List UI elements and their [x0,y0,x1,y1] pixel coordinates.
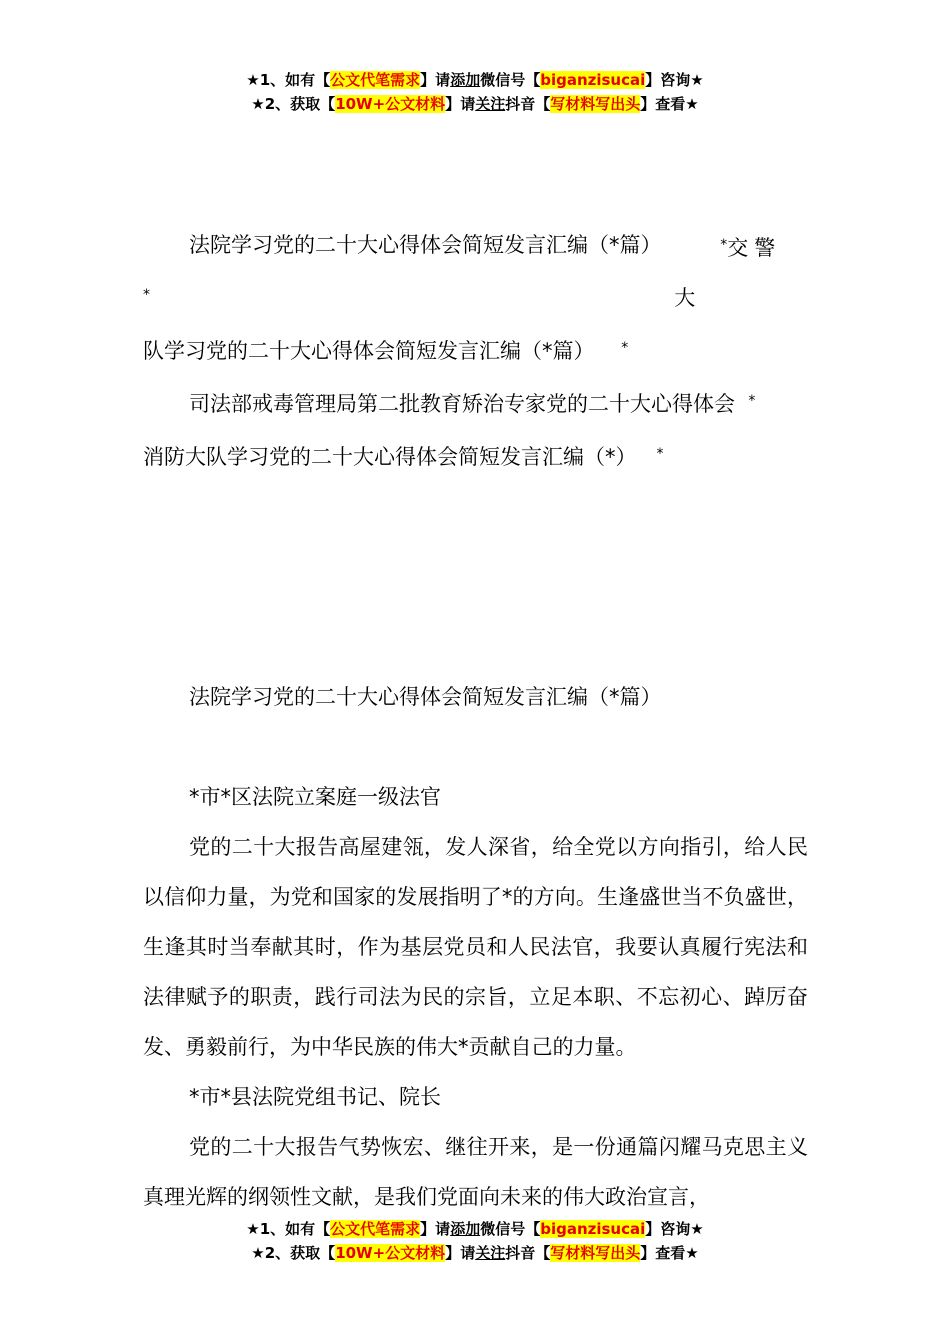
promo-line-2: ★2、获取【10W+公文材料】请关注抖音【写材料写出头】查看★ [251,95,699,113]
speaker-1: *市*区法院立案庭一级法官 [189,785,441,809]
highlight-douyin: 写材料写出头 [550,1244,641,1262]
toc-item-1-mark: * [143,287,150,303]
promo-banner-top [0,68,950,116]
article-title: 法院学习党的二十大心得体会简短发言汇编（*篇） [189,685,662,709]
speaker-2: *市*县法院党组书记、院长 [189,1085,441,1109]
highlight-wechat-id: biganzisucai [540,1220,646,1238]
highlight-douyin: 写材料写出头 [550,95,641,113]
toc-line-1 [143,220,808,323]
document-body [143,220,808,1222]
highlight-service: 公文代笔需求 [330,71,421,89]
toc-item-3[interactable]: 司法部戒毒管理局第二批教育矫治专家党的二十大心得体会 [189,392,735,416]
highlight-wechat-id: biganzisucai [540,71,646,89]
toc-item-2-mark: * [621,340,629,356]
paragraph-2: 党的二十大报告气势恢宏、继往开来，是一份通篇闪耀马克思主义真理光辉的纲领性文献，是我们党面向未来的伟大政治宣言， [143,1135,808,1209]
toc-item-3-mark: * [748,393,756,409]
spacer [143,722,808,772]
toc-item-2-start[interactable]: *交警大 [674,236,782,310]
toc-item-4[interactable]: 消防大队学习党的二十大心得体会简短发言汇编（*） [143,445,637,469]
spacer [143,482,808,672]
toc-line-3 [143,376,808,429]
toc-line-2 [143,323,808,376]
promo-line-1: ★1、如有【公文代笔需求】请添加微信号【biganzisucai】咨询★ [246,1220,704,1238]
toc-line-4 [143,429,808,482]
toc-item-2-rest[interactable]: 队学习党的二十大心得体会简短发言汇编（*篇） [143,339,595,363]
toc-item-4-mark: * [656,446,664,462]
paragraph-1: 党的二十大报告高屋建瓴，发人深省，给全党以方向指引，给人民以信仰力量，为党和国家的发展指明了*的方向。生逢盛世当不负盛世，生逢其时当奉献其时，作为基层党员和人民法官，我要认真履行宪法和法律赋予的职责，践行司法为民的宗旨，立足本职、不忘初心、踔厉奋发、勇毅前行，为中华民族的伟大*贡献自己的力量。 [143,835,808,1059]
highlight-service: 公文代笔需求 [330,1220,421,1238]
promo-line-2: ★2、获取【10W+公文材料】请关注抖音【写材料写出头】查看★ [251,1244,699,1262]
toc-item-1[interactable]: 法院学习党的二十大心得体会简短发言汇编（*篇） [189,233,662,257]
highlight-materials: 10W+公文材料 [335,95,446,113]
promo-line-1: ★1、如有【公文代笔需求】请添加微信号【biganzisucai】咨询★ [246,71,704,89]
promo-banner-bottom [0,1217,950,1265]
highlight-materials: 10W+公文材料 [335,1244,446,1262]
toc-item-2-lead-mark: * [720,237,728,253]
